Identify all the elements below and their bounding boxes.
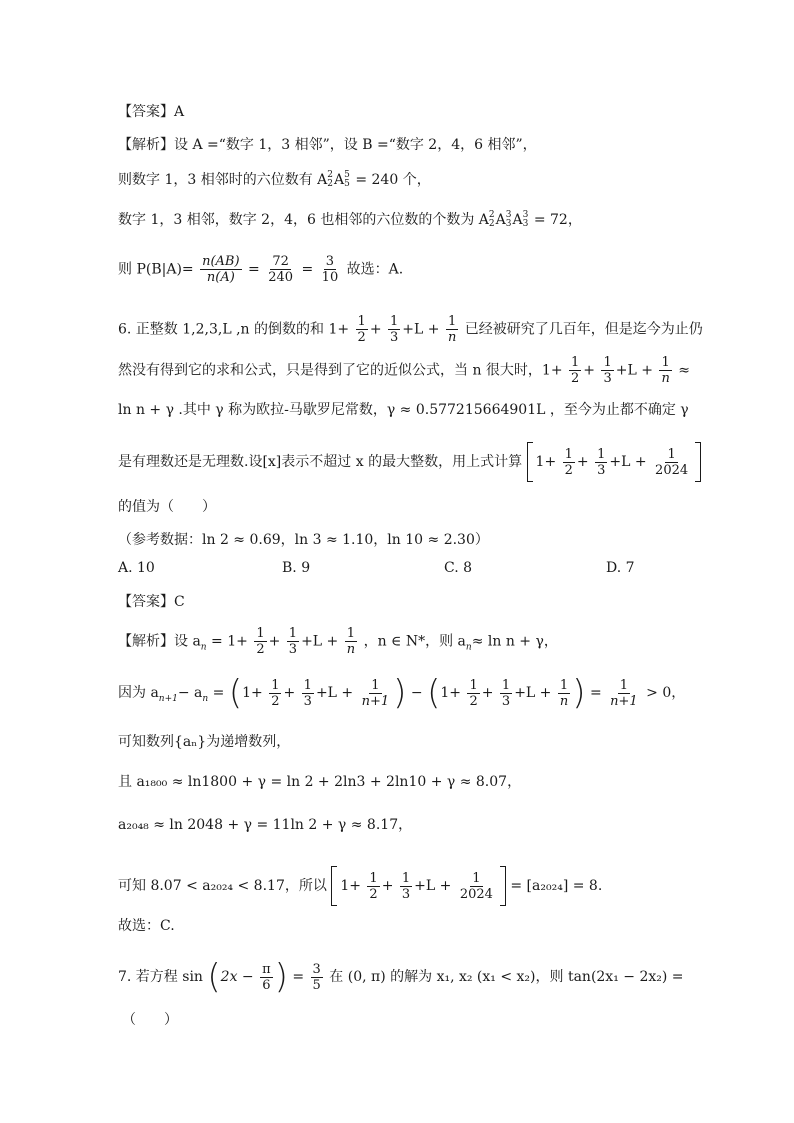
fraction: $\frac{1}{3}$ <box>501 677 511 709</box>
question-6-line-3: ln n + γ .其中 γ 称为欧拉-马歇罗尼常数，γ ≈ 0.577215664901L ，至今为止都不确定 γ <box>118 402 689 418</box>
fraction: $\frac{1}{n}$ <box>346 626 356 657</box>
fraction: $\frac{1}{n+1}$ <box>361 677 390 709</box>
fraction: $\frac{1}{2}$ <box>369 870 378 902</box>
analysis-line-q5-1 <box>118 135 537 155</box>
fraction: $\frac{1}{2}$ <box>271 677 280 709</box>
text: = 72， <box>533 212 582 228</box>
permutation-expr: A 2 2 A 3 3 A 3 3 <box>478 210 529 229</box>
fraction: $\frac{1}{3}$ <box>401 870 411 902</box>
analysis-line-q6-2: 因为 $a_{n+1}- a_n = (1+$ $\frac{1}{2}$ + $\frac{1}{3}$ +L + $\frac{1}{n+1}$ ) − (1+ $\frac{1}{2}$ + $\frac{1}{3}$ +L + $\frac{1}{n}$ ) = $\frac{1}{n+1}$ > 0， <box>118 673 686 713</box>
fraction: $\frac{1}{n}$ <box>447 314 457 345</box>
fraction: $\frac{1}{3}$ <box>603 355 612 386</box>
option-d[interactable]: D. 7 <box>606 560 635 576</box>
text: 是有理数还是无理数.设[x]表示不超过 x 的最大整数，用上式计算 <box>118 454 523 470</box>
fraction: $\frac{1}{3}$ <box>303 677 312 709</box>
answer-value: A <box>174 104 185 120</box>
fraction: $\frac{1}{3}$ <box>390 314 399 345</box>
question-7-paren: （ ） <box>122 1012 178 1028</box>
eq: = <box>248 261 260 278</box>
analysis-line-q6-4: 且 a₁₈₀₀ ≈ ln1800 + γ = ln 2 + 2ln3 + 2ln10 + γ ≈ 8.07， <box>118 774 522 790</box>
analysis-line-q6-5: a₂₀₄₈ ≈ ln 2048 + γ = 11ln 2 + γ ≈ 8.17， <box>118 817 413 833</box>
text: 数字 1，3 相邻，数字 2，4，6 也相邻的六位数的个数为 <box>118 212 475 228</box>
analysis-label: 【解析】 <box>118 633 174 650</box>
analysis-line-q6-1: 【解析】设 $a_n = 1+$ $\frac{1}{2}$ + $\frac{1}{3}$ +L + $\frac{1}{n}$ ，n ∈ N*，则 $a_n\approx \ln n + \gamma$， <box>118 626 558 657</box>
fraction: $\frac{1}{2024}$ <box>655 446 689 478</box>
permutation-expr: A 2 2 A 5 5 <box>317 170 350 189</box>
analysis-line-q5-2 <box>118 170 431 190</box>
option-c[interactable]: C. 8 <box>444 560 473 576</box>
text: 故选：A. <box>346 261 404 278</box>
fraction: $\frac{1}{3}$ <box>597 446 606 478</box>
analysis-line-q6-7: 故选：C. <box>118 918 175 934</box>
question-6-line-2: 然没有得到它的求和公式，只是得到了它的近似公式，当 n 很大时，1+ $\frac{1}{2}$ + $\frac{1}{3}$ +L + $\frac{1}{n}$ ≈ <box>118 355 690 386</box>
option-a[interactable]: A. 10 <box>118 560 155 576</box>
fraction: $\frac{1}{2024}$ <box>459 870 493 902</box>
fraction: $\frac{3}{10}$ <box>321 254 339 285</box>
question-6-reference: （参考数据：ln 2 ≈ 0.69，ln 3 ≈ 1.10，ln 10 ≈ 2.30） <box>118 532 489 548</box>
fraction: $\frac{1}{2}$ <box>357 314 366 345</box>
fraction: $\frac{3}{5}$ <box>312 961 321 993</box>
fraction: $\frac{1}{3}$ <box>288 626 298 657</box>
answer-line-q5 <box>118 102 184 122</box>
text: 然没有得到它的求和公式，只是得到了它的近似公式，当 n 很大时，1+ <box>118 362 563 379</box>
answer-value: C <box>174 594 185 610</box>
text: 6. 正整数 1,2,3,L ,n 的倒数的和 1+ <box>118 321 350 338</box>
question-6-line-5: 的值为（ ） <box>118 499 216 515</box>
analysis-line-q5-3 <box>118 210 582 230</box>
answer-label: 【答案】 <box>118 594 174 610</box>
analysis-label: 【解析】 <box>118 137 174 153</box>
text: 已经被研究了几百年，但是迄今为止仍 <box>464 321 703 338</box>
fraction: $\frac{\pi}{6}$ <box>262 961 271 993</box>
eq: = <box>301 261 314 278</box>
analysis-line-q6-6: 可知 8.07 < a₂₀₂₄ < 8.17，所以 1+ $\frac{1}{2}$ + $\frac{1}{3}$ +L + $\frac{1}{2024}$ = [a₂₀₂₄] = 8. <box>118 866 602 906</box>
fraction: $\frac{1}{2}$ <box>469 677 478 709</box>
fraction: $\frac{1}{2}$ <box>256 626 265 657</box>
question-6-line-4: 是有理数还是无理数.设[x]表示不超过 x 的最大整数，用上式计算 1+ $\frac{1}{2}$ + $\frac{1}{3}$ +L + $\frac{1}{2024}$ <box>118 442 701 482</box>
question-7-line-1: 7. 若方程 sin (2x − $\frac{\pi}{6}$ ) = $\frac{3}{5}$ 在 (0, π) 的解为 x₁, x₂ (x₁ < x₂)，则 tan(2x₁ − 2x₂) = <box>118 957 684 997</box>
fraction: $\frac{n(AB)}{n(A)}$ <box>202 254 240 285</box>
options-row <box>118 560 638 580</box>
option-b[interactable]: B. 9 <box>282 560 311 576</box>
analysis-line-q6-3: 可知数列{aₙ}为递增数列， <box>118 734 291 750</box>
analysis-line-q5-4 <box>118 254 403 285</box>
fraction: $\frac{1}{n}$ <box>661 355 670 386</box>
fraction: $\frac{1}{n}$ <box>559 677 569 709</box>
fraction: $\frac{72}{240}$ <box>268 254 294 285</box>
answer-line-q6 <box>118 592 185 612</box>
analysis-text: 设 A =“数字 1，3 相邻”，设 B =“数字 2，4，6 相邻”， <box>174 137 537 153</box>
text: = 240 个， <box>355 172 431 188</box>
text: 则 P(B|A)= <box>118 261 194 278</box>
fraction: $\frac{1}{n+1}$ <box>610 677 638 709</box>
fraction: $\frac{1}{2}$ <box>564 446 573 478</box>
text: 则数字 1，3 相邻时的六位数有 <box>118 172 313 188</box>
question-6-line-1: 6. 正整数 1,2,3,L ,n 的倒数的和 1+ $\frac{1}{2}$ + $\frac{1}{3}$ +L + $\frac{1}{n}$ 已经被研究了几百年，但是迄今为止仍 <box>118 314 703 345</box>
fraction: $\frac{1}{2}$ <box>571 355 580 386</box>
answer-label: 【答案】 <box>118 104 174 120</box>
